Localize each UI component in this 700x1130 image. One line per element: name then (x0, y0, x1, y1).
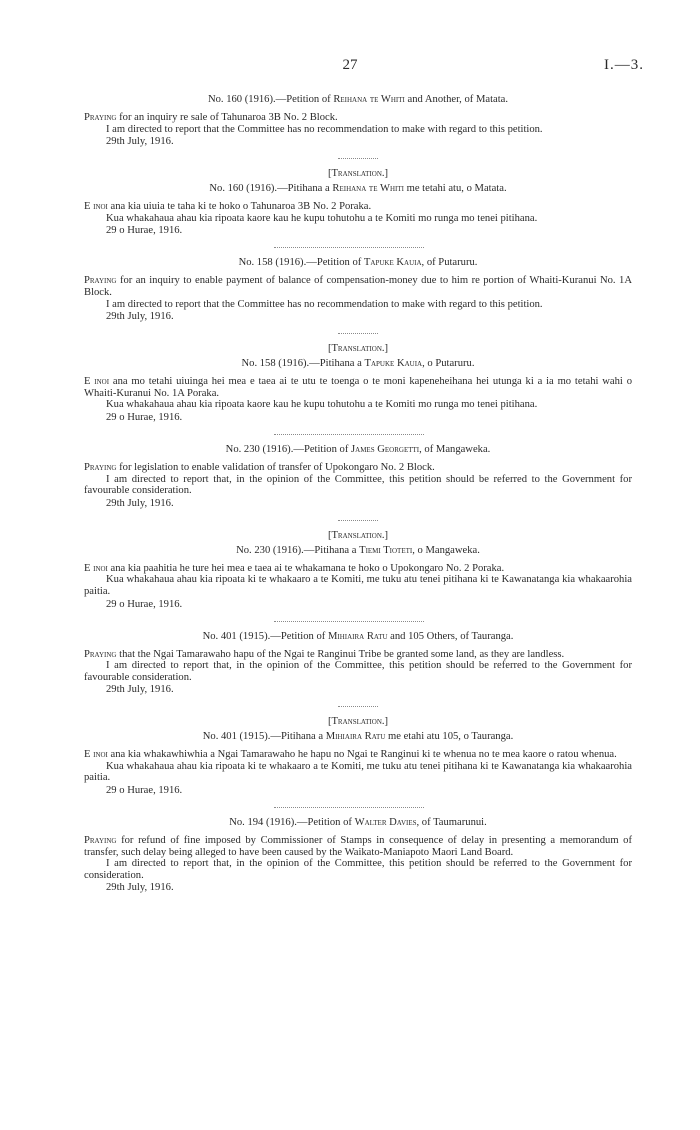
short-divider (338, 158, 378, 159)
petition-report: I am directed to report that the Committee has no recommendation to make with regard to this petition. (106, 123, 543, 135)
petition-401-english (84, 630, 632, 697)
translation-label: [Translation.] (327, 343, 389, 355)
long-divider (274, 807, 424, 808)
long-divider (274, 247, 424, 248)
petition-prayer: Praying for legislation to enable validation of transfer of Upokongaro No. 2 Block. (84, 461, 435, 473)
petition-158-english (84, 256, 632, 323)
short-divider (338, 520, 378, 521)
petition-report: I am directed to report that, in the opinion of the Committee, this petition should be referred to the Government for favourable consideration. (84, 660, 632, 683)
petition-heading: No. 401 (1915).—Pitihana a Mihiaira Ratu me etahi atu 105, o Tauranga. (202, 731, 514, 743)
long-divider (274, 434, 424, 435)
page-number: 27 (342, 57, 358, 73)
page-reference: I.—3. (604, 57, 644, 73)
petition-prayer: Praying for an inquiry to enable payment of balance of compensation-money due to him re portion of Whaiti-Kuranui No. 1A Block. (84, 275, 632, 298)
translation-label: [Translation.] (327, 168, 389, 180)
petition-160-english (84, 93, 632, 148)
petition-heading: No. 158 (1916).—Petition of Tapuke Kauia, of Putaruru. (238, 257, 478, 269)
document-body (84, 93, 632, 894)
petition-prayer: Praying for an inquiry re sale of Tahunaroa 3B No. 2 Block. (84, 112, 338, 123)
petition-heading: No. 230 (1916).—Pitihana a Tiemi Tioteti, o Mangaweka. (236, 544, 480, 556)
petition-prayer: E inoi ana mo tetahi uiuinga hei mea e taea ai te utu te toenga o te moni kapeneheihana hei utunga ki a ia mo tetahi wahi o Whaiti-Kuranui No. 1A Poraka. (84, 376, 632, 399)
long-divider (274, 621, 424, 622)
petition-401-translation (84, 715, 632, 797)
petition-heading: No. 401 (1915).—Petition of Mihiaira Ratu and 105 Others, of Tauranga. (202, 630, 514, 642)
petition-report: I am directed to report that, in the opinion of the Committee, this petition should be referred to the Government for consideration. (84, 858, 632, 881)
petition-report: I am directed to report that the Committee has no recommendation to make with regard to this petition. (106, 298, 543, 310)
short-divider (338, 333, 378, 334)
petition-prayer: E inoi ana kia whakawhiwhia a Ngai Tamarawaho he hapu no Ngai te Ranginui ki te whenua no te mea kaore o ratou whenua. (84, 749, 617, 761)
petition-230-english (84, 443, 632, 510)
petition-prayer: Praying that the Ngai Tamarawaho hapu of the Ngai te Ranginui Tribe be granted some land, as they are landless. (84, 648, 565, 660)
petition-report: Kua whakahaua ahau kia ripoata kaore kau he kupu tohutohu a te Komiti mo runga mo tenei pitihana. (106, 212, 538, 224)
petition-160-translation (84, 167, 632, 237)
petition-heading: No. 194 (1916).—Petition of Walter Davies, of Taumarunui. (229, 817, 487, 829)
translation-label: [Translation.] (327, 529, 389, 541)
petition-date: 29 o Hurae, 1916. (106, 785, 183, 797)
petition-date: 29th July, 1916. (106, 136, 174, 148)
petition-date: 29 o Hurae, 1916. (106, 225, 183, 237)
petition-prayer: E inoi ana kia uiuia te taha ki te hoko o Tahunaroa 3B No. 2 Poraka. (84, 201, 372, 213)
petition-date: 29 o Hurae, 1916. (106, 411, 183, 423)
petition-date: 29th July, 1916. (106, 684, 174, 696)
petition-report: I am directed to report that, in the opinion of the Committee, this petition should be referred to the Government for favourable consideration. (84, 473, 632, 497)
short-divider (338, 706, 378, 707)
petition-heading: No. 230 (1916).—Petition of James Georgetti, of Mangaweka. (225, 443, 491, 455)
petition-prayer: E inoi ana kia paahitia he ture hei mea e taea ai te whakamana te hoko o Upokongaro No. 2 Poraka. (84, 562, 505, 574)
petition-date: 29th July, 1916. (106, 311, 174, 323)
petition-heading: No. 158 (1916).—Pitihana a Tapuke Kauia, o Putaruru. (241, 358, 475, 370)
petition-date: 29th July, 1916. (106, 882, 174, 894)
petition-heading: No. 160 (1916).—Petition of Reihana te Whiti and Another, of Matata. (207, 94, 509, 105)
petition-230-translation (84, 529, 632, 611)
translation-label: [Translation.] (327, 716, 389, 728)
petition-report: Kua whakahaua ahau kia ripoata kaore kau he kupu tohutohu a te Komiti mo runga mo tenei pitihana. (106, 399, 538, 411)
petition-report: Kua whakahaua ahau kia ripoata ki te whakaaro a te Komiti, me tuku atu tenei pitihana ki te Kawanatanga kia whakaarohia paitia. (84, 760, 632, 784)
petition-prayer: Praying for refund of fine imposed by Commissioner of Stamps in consequence of delay in presenting a memorandum of transfer, such delay being alleged to have been caused by the Waikato-Maniapoto Maori Land Board. (84, 835, 632, 858)
petition-date: 29 o Hurae, 1916. (106, 598, 183, 610)
petition-report: Kua whakahaua ahau kia ripoata ki te whakaaro a te Komiti, me tuku atu tenei pitihana ki te Kawanatanga kia whakaarohia paitia. (84, 574, 632, 597)
petition-heading: No. 160 (1916).—Pitihana a Reihana te Whiti me tetahi atu, o Matata. (209, 183, 507, 195)
petition-194-english (84, 816, 632, 894)
petition-date: 29th July, 1916. (106, 497, 174, 509)
petition-158-translation (84, 342, 632, 424)
